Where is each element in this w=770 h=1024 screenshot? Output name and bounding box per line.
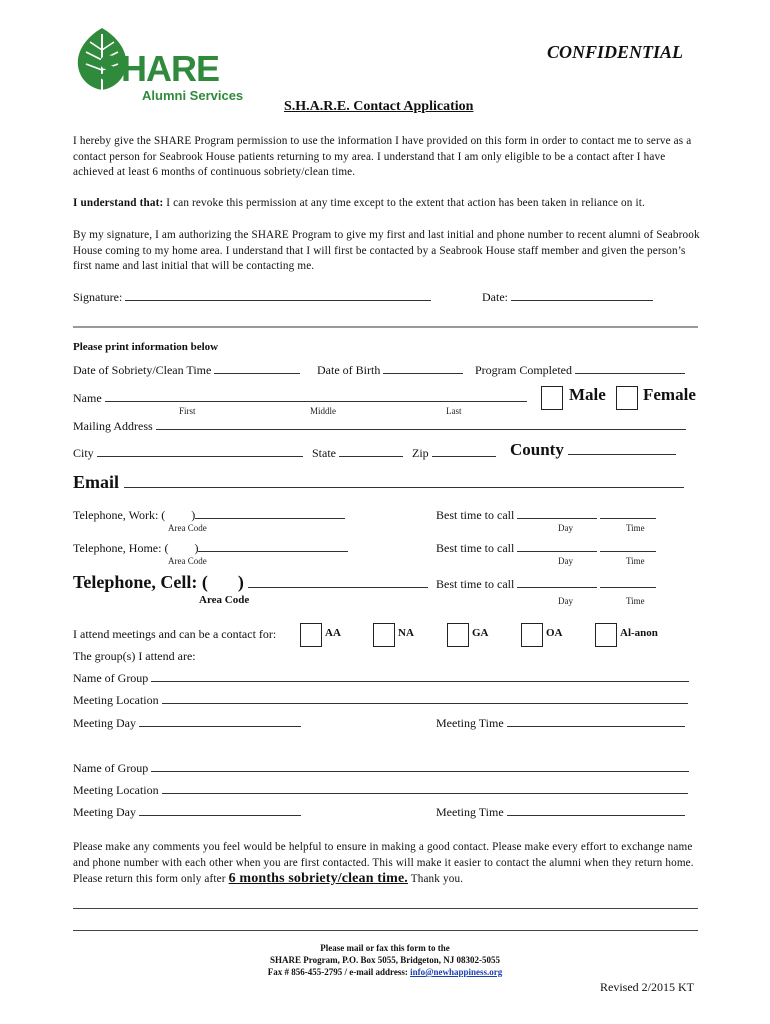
- comments-paragraph: [73, 839, 703, 887]
- zip-field[interactable]: [432, 446, 496, 457]
- sobriety-date-field[interactable]: [214, 363, 300, 374]
- footer-line-3: [0, 967, 770, 977]
- meeting-time-label: Meeting Time: [436, 805, 504, 819]
- city-label: City: [73, 446, 94, 460]
- share-logo: [72, 26, 262, 108]
- na-checkbox[interactable]: [373, 623, 395, 647]
- oa-label: OA: [546, 627, 563, 639]
- sobriety-date-label: Date of Sobriety/Clean Time: [73, 363, 212, 377]
- city-field[interactable]: [97, 446, 303, 457]
- group-name-label: Name of Group: [73, 671, 149, 685]
- area-code-sublabel: Area Code: [199, 594, 250, 606]
- aa-label: AA: [325, 627, 341, 639]
- section-heading: Please print information below: [73, 341, 219, 353]
- group-name-field[interactable]: [151, 671, 689, 682]
- email-label: Email: [73, 472, 120, 492]
- tel-cell-field[interactable]: [248, 574, 428, 588]
- intro-paragraph-3: By my signature, I am authorizing the SHARE Program to give my first and last initial and phone number to recent alumni of Seabrook House coming to my home area. I understand that I will first be contacted by a Seabrook House staff member and given the person’s first name and last initial that will be contacting me.: [73, 229, 700, 272]
- date-field[interactable]: [511, 290, 653, 301]
- best-time-field[interactable]: [600, 577, 656, 588]
- state-label: State: [312, 446, 336, 460]
- comments-text: Please make any comments you feel would be helpful to ensure in making a good contact. Please make every effort to exchange name and phone number with each other when you are first contacted. This will make it easier to contact the alumni when they return home. Please return this form only after: [73, 841, 694, 885]
- signature-field[interactable]: [125, 290, 431, 301]
- alanon-label: Al-anon: [620, 627, 658, 639]
- signature-label: Signature:: [73, 290, 123, 304]
- meeting-time-field[interactable]: [507, 716, 685, 727]
- divider: [73, 326, 698, 328]
- oa-checkbox[interactable]: [521, 623, 543, 647]
- comments-emphasis: 6 months sobriety/clean time.: [228, 871, 408, 886]
- footer-line-2: SHARE Program, P.O. Box 5055, Bridgeton, NJ 08302-5055: [269, 955, 500, 965]
- email-field[interactable]: [124, 473, 684, 488]
- middle-sublabel: Middle: [310, 406, 336, 416]
- meeting-day-label: Meeting Day: [73, 716, 136, 730]
- tel-work-label: Telephone, Work: (: [73, 508, 166, 522]
- county-label: County: [510, 440, 564, 459]
- best-day-field[interactable]: [517, 508, 597, 519]
- meeting-time-field[interactable]: [507, 805, 685, 816]
- tel-home-field[interactable]: [198, 541, 348, 552]
- tel-home-label: Telephone, Home: (: [73, 541, 169, 555]
- meeting-day-field[interactable]: [139, 716, 301, 727]
- county-field[interactable]: [568, 441, 676, 455]
- area-code-sublabel: Area Code: [168, 523, 207, 533]
- zip-label: Zip: [412, 446, 429, 460]
- alanon-checkbox[interactable]: [595, 623, 617, 647]
- ga-label: GA: [472, 627, 489, 639]
- best-time-field[interactable]: [600, 508, 656, 519]
- mailing-address-field[interactable]: [156, 419, 686, 430]
- na-label: NA: [398, 627, 414, 639]
- comment-line-1[interactable]: [73, 908, 698, 909]
- day-sublabel: Day: [558, 596, 573, 606]
- time-sublabel: Time: [626, 596, 645, 606]
- name-label: Name: [73, 391, 102, 405]
- meeting-location-label: Meeting Location: [73, 693, 159, 707]
- group-name-label: Name of Group: [73, 761, 149, 775]
- intro-paragraph-1: I hereby give the SHARE Program permission to use the information I have provided on this form in order to contact me to serve as a contact person for Seabrook House patients returning to my area. I understand that I am only eligible to be a contact after I have achieved at least 6 months of continuous sobriety/clean time.: [73, 135, 692, 178]
- best-time-label: Best time to call: [436, 577, 515, 591]
- last-sublabel: Last: [446, 406, 462, 416]
- meeting-time-label: Meeting Time: [436, 716, 504, 730]
- time-sublabel: Time: [626, 523, 645, 533]
- dob-field[interactable]: [383, 363, 463, 374]
- mailing-address-label: Mailing Address: [73, 419, 153, 433]
- fax-text: Fax # 856-455-2795 / e-mail address:: [267, 967, 411, 977]
- understand-text: I can revoke this permission at any time except to the extent that action has been taken in reliance on it.: [163, 197, 645, 209]
- program-completed-field[interactable]: [575, 363, 685, 374]
- best-time-label: Best time to call: [436, 541, 515, 555]
- male-label: Male: [569, 385, 606, 404]
- day-sublabel: Day: [558, 556, 573, 566]
- meeting-day-field[interactable]: [139, 805, 301, 816]
- time-sublabel: Time: [626, 556, 645, 566]
- group-name-field[interactable]: [151, 761, 689, 772]
- page-title: S.H.A.R.E. Contact Application: [284, 99, 474, 114]
- aa-checkbox[interactable]: [300, 623, 322, 647]
- logo-tagline: Alumni Services: [142, 88, 244, 103]
- first-sublabel: First: [179, 406, 196, 416]
- footer-line-1: Please mail or fax this form to the: [320, 943, 450, 953]
- male-checkbox[interactable]: [541, 386, 563, 410]
- state-field[interactable]: [339, 446, 403, 457]
- meeting-location-field[interactable]: [162, 693, 688, 704]
- paren-close: ): [191, 508, 196, 522]
- best-time-field[interactable]: [600, 541, 656, 552]
- meeting-day-label: Meeting Day: [73, 805, 136, 819]
- dob-label: Date of Birth: [317, 363, 381, 377]
- intro-paragraph-2: [73, 196, 703, 212]
- meeting-location-label: Meeting Location: [73, 783, 159, 797]
- area-code-sublabel: Area Code: [168, 556, 207, 566]
- meeting-location-field[interactable]: [162, 783, 688, 794]
- name-field[interactable]: [105, 391, 527, 402]
- best-day-field[interactable]: [517, 577, 597, 588]
- confidential-label: CONFIDENTIAL: [547, 42, 684, 62]
- tel-work-field[interactable]: [195, 508, 345, 519]
- comments-thanks: Thank you.: [410, 873, 464, 885]
- understand-label: I understand that:: [73, 197, 164, 209]
- day-sublabel: Day: [558, 523, 573, 533]
- best-time-label: Best time to call: [436, 508, 515, 522]
- logo-word: SHARE: [98, 48, 220, 89]
- attend-label: I attend meetings and can be a contact for:: [73, 627, 277, 641]
- comment-line-2[interactable]: [73, 930, 698, 931]
- date-label: Date:: [482, 290, 508, 304]
- best-day-field[interactable]: [517, 541, 597, 552]
- female-label: Female: [643, 385, 696, 404]
- female-checkbox[interactable]: [616, 386, 638, 410]
- groups-label: The group(s) I attend are:: [73, 649, 196, 663]
- email-link[interactable]: info@newhappiness.org: [410, 967, 503, 977]
- paren-close: ): [194, 541, 199, 555]
- program-completed-label: Program Completed: [475, 363, 572, 377]
- ga-checkbox[interactable]: [447, 623, 469, 647]
- paren-close: ): [237, 572, 244, 592]
- tel-cell-label: Telephone, Cell: (: [73, 572, 208, 592]
- revised-note: Revised 2/2015 KT: [600, 980, 694, 994]
